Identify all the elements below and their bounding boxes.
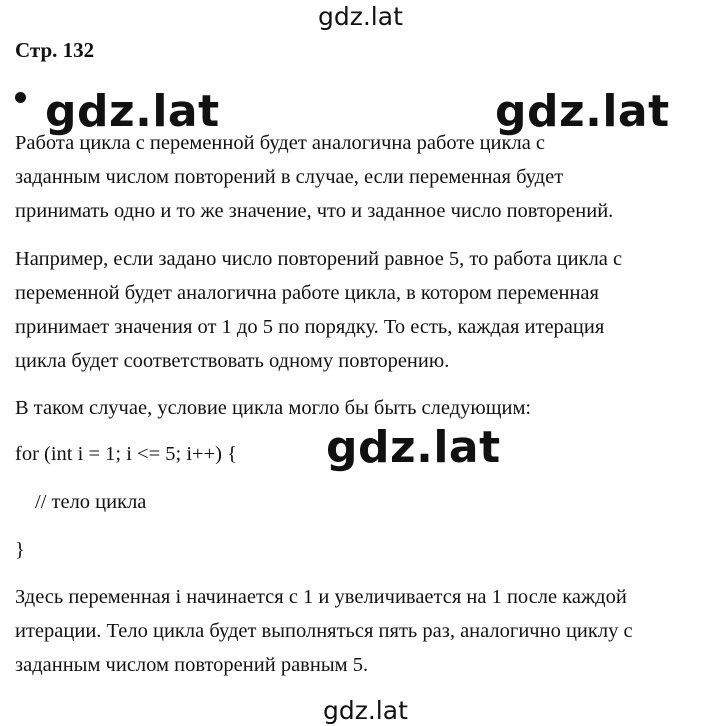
paragraph-line: переменной будет аналогична работе цикла, в котором переменная [15, 282, 599, 304]
watermark-right: gdz.lat [495, 86, 670, 137]
code-line-3: } [15, 539, 25, 561]
intro-line: В таком случае, условие цикла могло бы быть следующим: [15, 397, 532, 419]
page-label: Стр. 132 [15, 38, 95, 62]
paragraph-line: заданным числом повторений равным 5. [15, 654, 369, 676]
paragraph-line: Здесь переменная i начинается с 1 и увеличивается на 1 после каждой [15, 586, 627, 608]
paragraph-1 [15, 126, 613, 228]
code-line-2: // тело цикла [35, 491, 147, 513]
watermark-bottom: gdz.lat [323, 696, 408, 725]
bullet-marker [15, 92, 26, 103]
paragraph-line: заданным числом повторений в случае, если переменная будет [15, 166, 564, 188]
paragraph-line: Например, если задано число повторений равное 5, то работа цикла с [15, 248, 623, 270]
paragraph-line: Работа цикла с переменной будет аналогична работе цикла с [15, 132, 546, 154]
paragraph-line: цикла будет соответствовать одному повторению. [15, 350, 450, 372]
paragraph-line: принимает значения от 1 до 5 по порядку. То есть, каждая итерация [15, 316, 605, 338]
paragraph-3 [15, 580, 633, 682]
watermark-left: gdz.lat [45, 86, 220, 137]
watermark-center: gdz.lat [326, 422, 501, 473]
paragraph-line: принимать одно и то же значение, что и заданное число повторений. [15, 200, 614, 222]
paragraph-2 [15, 242, 622, 378]
code-line-1: for (int i = 1; i <= 5; i++) { [15, 443, 237, 465]
watermark-top: gdz.lat [318, 2, 403, 31]
paragraph-line: итерации. Тело цикла будет выполняться пять раз, аналогично циклу с [15, 620, 633, 642]
